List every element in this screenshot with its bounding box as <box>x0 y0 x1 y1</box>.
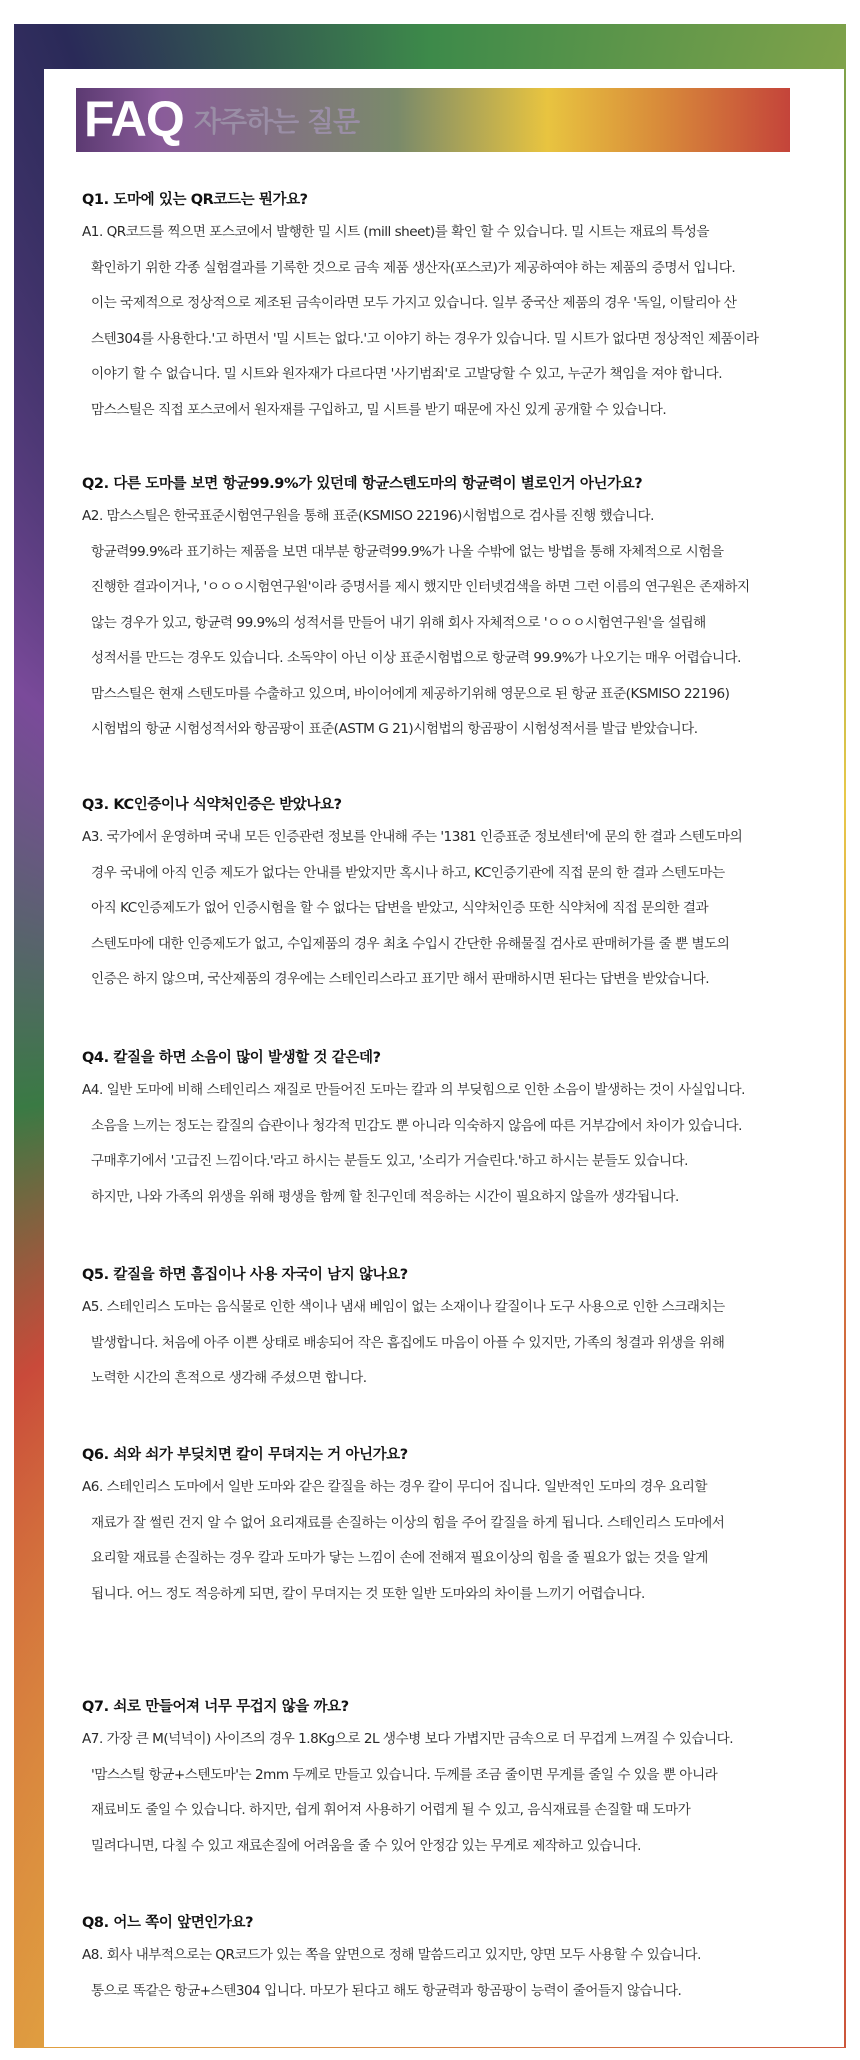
faq-item <box>82 1695 810 1864</box>
faq-item <box>82 1046 810 1215</box>
banner-subtitle: 자주하는 질문 <box>194 105 360 138</box>
faq-answer-line: 재료비도 줄일 수 있습니다. 하지만, 쉽게 휘어져 사용하기 어렵게 될 수 있고, 음식재료를 손질할 때 도마가 <box>91 1802 691 1818</box>
faq-answer <box>82 499 810 748</box>
faq-answer-line: 이야기 할 수 없습니다. 밀 시트와 원자재가 다르다면 '사기범죄'로 고발당할 수 있고, 누군가 책임을 져야 합니다. <box>91 366 723 382</box>
faq-answer-line: 재료가 잘 썰린 건지 알 수 없어 요리재료를 손질하는 이상의 힘을 주어 칼질을 하게 됩니다. 스테인리스 도마에서 <box>91 1514 725 1531</box>
faq-item <box>82 1263 810 1397</box>
faq-answer-line: 됩니다. 어느 정도 적응하게 되면, 칼이 무뎌지는 것 또한 일반 도마와의 차이를 느끼기 어렵습니다. <box>91 1585 645 1602</box>
faq-answer-line: 하지만, 나와 가족의 위생을 위해 평생을 함께 할 친구인데 적응하는 시간이 필요하지 않을까 생각됩니다. <box>91 1188 679 1205</box>
faq-answer-line: 구매후기에서 '고급진 느낌이다.'라고 하시는 분들도 있고, '소리가 거슬린다.'하고 하시는 분들도 있습니다. <box>91 1153 688 1169</box>
faq-answer-line: 스텐도마에 대한 인증제도가 없고, 수입제품의 경우 최초 수입시 간단한 유해물질 검사로 판매허가를 줄 뿐 별도의 <box>91 935 730 952</box>
faq-item <box>82 793 810 998</box>
faq-answer-line: 진행한 결과이거나, 'ㅇㅇㅇ시험연구원'이라 증명서를 제시 했지만 인터넷검색을 하면 그런 이름의 연구원은 존재하지 <box>91 579 750 595</box>
faq-answer-line: 아직 KC인증제도가 없어 인증시험을 할 수 없다는 답변을 받았고, 식약처인증 또한 식약처에 직접 문의한 결과 <box>91 900 709 916</box>
faq-answer <box>82 1470 810 1612</box>
faq-answer <box>82 1073 810 1215</box>
faq-answer-line: A8. 회사 내부적으로는 QR코드가 있는 쪽을 앞면으로 정해 말씀드리고 있지만, 양면 모두 사용할 수 있습니다. <box>82 1947 701 1963</box>
faq-answer-line: 성적서를 만드는 경우도 있습니다. 소독약이 아닌 이상 표준시험법으로 항균력 99.9%가 나오기는 매우 어렵습니다. <box>91 650 741 666</box>
faq-answer <box>82 1290 810 1397</box>
faq-answer-line: 통으로 똑같은 항균+스텐304 입니다. 마모가 된다고 해도 항균력과 항곰팡이 능력이 줄어들지 않습니다. <box>91 1982 682 1999</box>
faq-answer-line: 요리할 재료를 손질하는 경우 칼과 도마가 닿는 느낌이 손에 전해져 필요이상의 힘을 줄 필요가 없는 것을 알게 <box>91 1550 708 1566</box>
faq-answer-line: A7. 가장 큰 M(넉넉이) 사이즈의 경우 1.8Kg으로 2L 생수병 보다 가볍지만 금속으로 더 무겁게 느껴질 수 있습니다. <box>82 1731 734 1747</box>
faq-question: Q1. 도마에 있는 QR코드는 뭔가요? <box>82 192 308 208</box>
faq-answer-line: A1. QR코드를 찍으면 포스코에서 발행한 밀 시트 (mill sheet)를 확인 할 수 있습니다. 밀 시트는 재료의 특성을 <box>82 224 710 240</box>
faq-answer-line: 확인하기 위한 각종 실험결과를 기록한 것으로 금속 제품 생산자(포스코)가 제공하여야 하는 제품의 증명서 입니다. <box>91 259 736 276</box>
faq-answer-line: 노력한 시간의 흔적으로 생각해 주셨으면 합니다. <box>91 1370 367 1386</box>
faq-item <box>82 1443 810 1612</box>
faq-answer-line: 인증은 하지 않으며, 국산제품의 경우에는 스테인리스라고 표기만 해서 판매하시면 된다는 답변을 받았습니다. <box>91 971 710 987</box>
faq-answer-line: 않는 경우가 있고, 항균력 99.9%의 성적서를 만들어 내기 위해 회사 자체적으로 'ㅇㅇㅇ시험연구원'을 설립해 <box>91 614 706 631</box>
faq-question: Q7. 쇠로 만들어져 너무 무겁지 않을 까요? <box>82 1699 349 1715</box>
faq-answer-line: 밀려다니면, 다칠 수 있고 재료손질에 어려움을 줄 수 있어 안정감 있는 무게로 제작하고 있습니다. <box>91 1837 641 1854</box>
faq-answer-line: A6. 스테인리스 도마에서 일반 도마와 같은 칼질을 하는 경우 칼이 무디어 집니다. 일반적인 도마의 경우 요리할 <box>82 1479 708 1495</box>
faq-answer <box>82 820 810 998</box>
faq-answer-line: 항균력99.9%라 표기하는 제품을 보면 대부분 항균력99.9%가 나올 수밖에 없는 방법을 통해 자체적으로 시험을 <box>91 543 724 560</box>
faq-question: Q5. 칼질을 하면 흠집이나 사용 자국이 남지 않나요? <box>82 1267 408 1283</box>
faq-question: Q4. 칼질을 하면 소음이 많이 발생할 것 같은데? <box>82 1050 381 1066</box>
faq-answer <box>82 1722 810 1864</box>
faq-question: Q6. 쇠와 쇠가 부딪치면 칼이 무뎌지는 거 아닌가요? <box>82 1447 408 1463</box>
faq-answer-line: 맘스스틸은 현재 스텐도마를 수출하고 있으며, 바이어에게 제공하기위해 영문으로 된 항균 표준(KSMISO 22196) <box>91 685 730 702</box>
faq-answer-line: A4. 일반 도마에 비해 스테인리스 재질로 만들어진 도마는 칼과 의 부딪힘으로 인한 소음이 발생하는 것이 사실입니다. <box>82 1082 745 1098</box>
faq-item <box>82 1911 810 2009</box>
faq-answer-line: A3. 국가에서 운영하며 국내 모든 인증관련 정보를 안내해 주는 '1381 인증표준 정보센터'에 문의 한 결과 스텐도마의 <box>82 829 743 845</box>
faq-answer-line: A2. 맘스스틸은 한국표준시험연구원을 통해 표준(KSMISO 22196)시험법으로 검사를 진행 했습니다. <box>82 508 654 524</box>
faq-answer-line: '맘스스틸 항균+스텐도마'는 2mm 두께로 만들고 있습니다. 두께를 조금 줄이면 무게를 줄일 수 있을 뿐 아니라 <box>91 1766 718 1783</box>
faq-answer-line: 맘스스틸은 직접 포스코에서 원자재를 구입하고, 밀 시트를 받기 때문에 자신 있게 공개할 수 있습니다. <box>91 401 667 418</box>
faq-answer-line: 발생합니다. 처음에 아주 이쁜 상태로 배송되어 작은 흠집에도 마음이 아플 수 있지만, 가족의 청결과 위생을 위해 <box>91 1334 725 1351</box>
faq-item <box>82 188 810 428</box>
faq-answer-line: 이는 국제적으로 정상적으로 제조된 금속이라면 모두 가지고 있습니다. 일부 중국산 제품의 경우 '독일, 이탈리아 산 <box>91 295 737 311</box>
faq-answer <box>82 1938 810 2009</box>
faq-banner <box>76 88 790 152</box>
faq-answer-line: 스텐304를 사용한다.'고 하면서 '밀 시트는 없다.'고 이야기 하는 경우가 있습니다. 밀 시트가 없다면 정상적인 제품이라 <box>91 330 759 347</box>
faq-item <box>82 472 810 748</box>
faq-answer-line: 시험법의 항균 시험성적서와 항곰팡이 표준(ASTM G 21)시험법의 항곰팡이 시험성적서를 발급 받았습니다. <box>91 721 698 737</box>
faq-answer-line: 경우 국내에 아직 인증 제도가 없다는 안내를 받았지만 혹시나 하고, KC인증기관에 직접 문의 한 결과 스텐도마는 <box>91 864 725 881</box>
faq-answer-line: A5. 스테인리스 도마는 음식물로 인한 색이나 냄새 베임이 없는 소재이나 칼질이나 도구 사용으로 인한 스크래치는 <box>82 1299 725 1315</box>
faq-question: Q2. 다른 도마를 보면 항균99.9%가 있던데 항균스텐도마의 항균력이 별로인거 아닌가요? <box>82 476 643 492</box>
banner-title: FAQ <box>84 91 184 147</box>
faq-question: Q3. KC인증이나 식약처인증은 받았나요? <box>82 797 342 813</box>
faq-answer <box>82 215 810 428</box>
faq-answer-line: 소음을 느끼는 정도는 칼질의 습관이나 청각적 민감도 뿐 아니라 익숙하지 않음에 따른 거부감에서 차이가 있습니다. <box>91 1117 742 1134</box>
faq-question: Q8. 어느 쪽이 앞면인가요? <box>82 1915 254 1931</box>
